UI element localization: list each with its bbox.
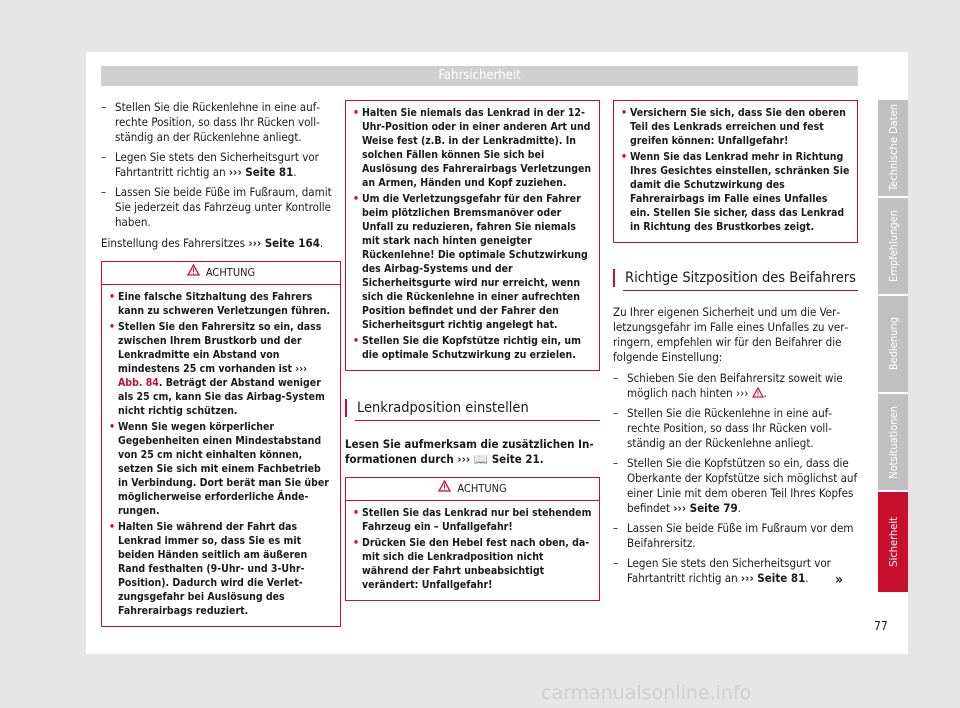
watermark: carmanualsonline.info	[541, 682, 752, 704]
list-item: – Legen Sie stets den Sicherheitsgurt vor Fahrtantritt richtig an ››› Seite 81.	[613, 556, 831, 585]
column-1	[101, 100, 341, 627]
tab-empfehlungen[interactable]: Empfehlungen	[878, 198, 908, 294]
page-link[interactable]: ››› Seite 79	[673, 501, 738, 515]
list-item: – Schieben Sie den Beifahrersitz soweit wie möglich nach hinten ››› .	[613, 371, 843, 400]
warning-box	[345, 477, 600, 601]
tab-notsituationen[interactable]: Notsituationen	[878, 394, 908, 490]
warning-icon	[438, 478, 451, 500]
warning-icon	[752, 386, 764, 400]
column-2	[345, 100, 600, 601]
list-item: – Stellen Sie die Kopfstützen so ein, dass die Oberkante der Kopfstütze sich möglichst auf einer Linie mit dem oberen Teil Ihres Kopfes befindet ››› Seite 79.	[613, 456, 858, 515]
tab-bedienung[interactable]: Bedienung	[878, 296, 908, 392]
intro-text: Lesen Sie aufmerksam die zusätzlichen Informationen durch ››› 📖 Seite 21.	[345, 437, 594, 466]
warning-item: • Wenn Sie wegen körperlicher Gegebenheiten einen Mindestabstand von 25 cm nicht einhalten können, setzen Sie sich mit einem Fachbetrieb in Verbindung. Dort berät man Sie über möglicherweise erforderliche Änderungen.	[109, 421, 329, 517]
book-icon: 📖	[473, 452, 489, 466]
page-link[interactable]: Seite 21	[491, 452, 540, 466]
paragraph: Einstellung des Fahrersitzes ››› Seite 164.	[101, 236, 324, 250]
warning-item: • Stellen Sie das Lenkrad nur bei stehendem Fahrzeug ein – Unfallgefahr!	[353, 507, 592, 533]
section-heading: Lenkradposition einstellen	[345, 399, 600, 417]
section-title: Fahrsicherheit	[438, 68, 521, 83]
list-item: – Lassen Sie beide Füße im Fußraum, damit Sie jederzeit das Fahrzeug unter Kontrolle haben.	[101, 185, 332, 229]
page-link[interactable]: ››› Seite 81	[228, 165, 294, 179]
section-header	[101, 66, 858, 86]
page-link[interactable]: ››› Seite 81	[740, 571, 806, 585]
warning-item: • Wenn Sie das Lenkrad mehr in Richtung Ihres Gesichtes einstellen, schränken Sie damit die Schutzwirkung des Fahrerairbags im Falle eines Unfalles ein. Stellen Sie sicher, dass das Lenkrad in Richtung des Brustkorbes zeigt.	[621, 151, 850, 233]
warning-box-continued	[613, 100, 858, 243]
warning-item: • Stellen Sie die Kopfstütze richtig ein, um die optimale Schutzwirkung zu erzielen.	[353, 335, 581, 361]
warning-item: • Drücken Sie den Hebel fest nach oben, damit sich die Lenkradposition nicht während der Fahrt unbeabsichtigt verändert: Unfallgefahr!	[353, 537, 590, 591]
warning-box	[101, 261, 341, 627]
warning-item: • Versichern Sie sich, dass Sie den oberen Teil des Lenkrads erreichen und fest greifen können: Unfallgefahr!	[621, 107, 846, 147]
warning-item: • Halten Sie niemals das Lenkrad in der 12-Uhr-Position oder in einer anderen Art und Weise fest (z.B. in der Lenkradmitte). In solchen Fällen können Sie sich bei Auslösung des Fahrerairbags Verletzungen an Armen, Händen und Kopf zuziehen.	[353, 107, 592, 189]
warning-header: ACHTUNG	[346, 478, 599, 501]
intro-text: Zu Ihrer eigenen Sicherheit und um die Verletzungsgefahr im Falle eines Unfalles zu verringern, empfehlen wir für den Beifahrer die folgende Einstellung:	[613, 305, 849, 364]
warning-item: • Um die Verletzungsgefahr für den Fahrer beim plötzlichen Bremsmanöver oder Unfall zu reduzieren, fahren Sie niemals mit stark nach hinten geneigter Rückenlehne! Die optimale Schutzwirkung des Airbag-Systems und der Sicherheitsgurte wird nur erreicht, wenn sich die Rückenlehne in einer aufrechten Position befindet und der Fahrer den Sicherheitsgurt richtig angelegt hat.	[353, 193, 588, 331]
list-item: – Stellen Sie die Rückenlehne in eine aufrechte Position, so dass Ihr Rücken vollständig an der Rückenlehne anliegt.	[613, 406, 833, 450]
warning-item: • Stellen Sie den Fahrersitz so ein, dass zwischen Ihrem Brustkorb und der Lenkradmitte ein Abstand von mindestens 25 cm vorhanden ist ››› Abb. 84. Beträgt der Abstand weniger als 25 cm, kann Sie das Airbag-System nicht richtig schützen.	[109, 321, 325, 417]
list-item: – Lassen Sie beide Füße im Fußraum vor dem Beifahrersitz.	[613, 521, 854, 550]
column-3	[613, 100, 858, 591]
list-item: – Stellen Sie die Rückenlehne in eine aufrechte Position, so dass Ihr Rücken vollständig an der Rückenlehne anliegt.	[101, 100, 321, 144]
warning-box-continued	[345, 100, 600, 371]
page-link[interactable]: ››› Seite 164	[248, 236, 320, 250]
warning-header: ACHTUNG	[102, 262, 340, 285]
section-heading: Richtige Sitzposition des Beifahrers	[613, 269, 858, 287]
continue-mark: »	[835, 572, 844, 588]
tab-sicherheit[interactable]: Sicherheit	[878, 492, 908, 592]
figure-link[interactable]: Abb. 84	[118, 377, 159, 389]
tab-technische-daten[interactable]: Technische Daten	[878, 100, 908, 196]
list-item: – Legen Sie stets den Sicherheitsgurt vor Fahrtantritt richtig an ››› Seite 81.	[101, 150, 319, 179]
warning-item: • Halten Sie während der Fahrt das Lenkrad immer so, dass Sie es mit beiden Händen seitlich am äußeren Rand festhalten (9-Uhr- und 3-Uhr-Position). Dadurch wird die Verletzungsgefahr bei Auslösung des Fahrerairbags reduziert.	[109, 521, 308, 617]
warning-item: • Eine falsche Sitzhaltung des Fahrers kann zu schweren Verletzungen führen.	[109, 291, 331, 317]
warning-icon	[187, 262, 200, 284]
page-number: 77	[874, 619, 888, 633]
